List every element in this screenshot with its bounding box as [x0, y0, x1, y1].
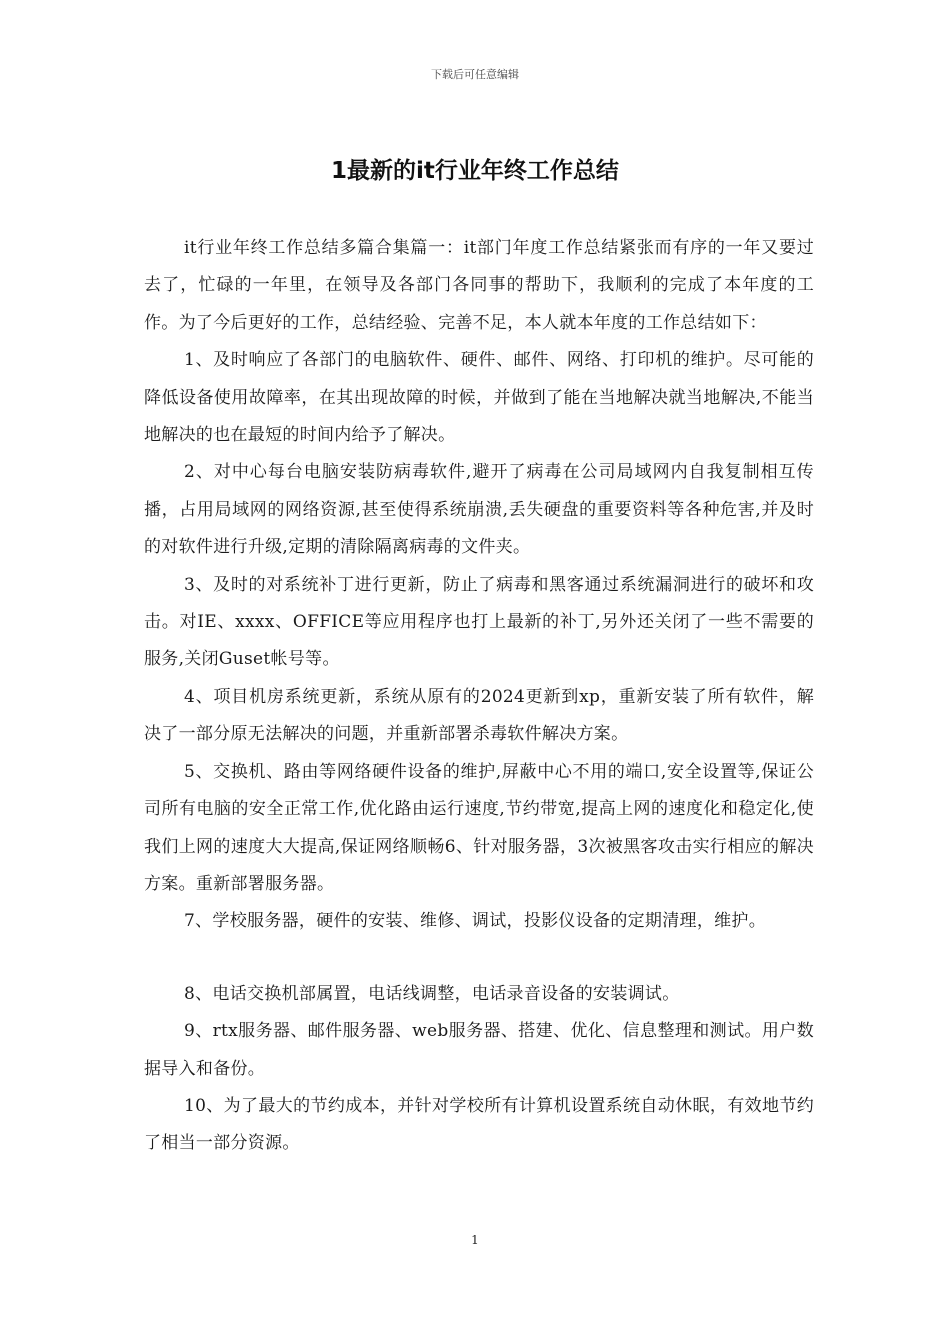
item-paragraph-5: 5、交换机、路由等网络硬件设备的维护,屏蔽中心不用的端口,安全设置等,保证公司所有电脑的安全正常工作,优化路由运行速度,节约带宽,提高上网的速度化和稳定化,使我们上网的速度大大提高,保证网络顺畅6、针对服务器，3次被黑客攻击实行相应的解决方案。重新部署服务器。 — [144, 761, 814, 894]
item-paragraph-9: 9、rtx服务器、邮件服务器、web服务器、搭建、优化、信息整理和测试。用户数据导入和备份。 — [144, 1021, 814, 1079]
page-header-note: 下载后可任意编辑 — [431, 68, 519, 81]
intro-paragraph: it行业年终工作总结多篇合集篇一：it部门年度工作总结紧张而有序的一年又要过去了，忙碌的一年里，在领导及各部门各同事的帮助下，我顺利的完成了本年度的工作。为了今后更好的工作，总结经验、完善不足，本人就本年度的工作总结如下： — [144, 238, 814, 333]
item-paragraph-10: 10、为了最大的节约成本，并针对学校所有计算机设置系统自动休眠，有效地节约了相当一部分资源。 — [144, 1095, 814, 1154]
item-paragraph-4: 4、项目机房系统更新，系统从原有的2024更新到xp，重新安装了所有软件，解决了一部分原无法解决的问题，并重新部署杀毒软件解决方案。 — [144, 686, 814, 745]
item-paragraph-3: 3、及时的对系统补丁进行更新，防止了病毒和黑客通过系统漏洞进行的破坏和攻击。对IE、xxxx、OFFICE等应用程序也打上最新的补丁,另外还关闭了一些不需要的服务,关闭Guset帐号等。 — [144, 574, 814, 670]
document-title: 1最新的it行业年终工作总结 — [331, 158, 619, 184]
page-number: 1 — [471, 1233, 479, 1247]
item-paragraph-8: 8、电话交换机部属置，电话线调整，电话录音设备的安装调试。 — [184, 983, 680, 1004]
item-paragraph-2: 2、对中心每台电脑安装防病毒软件,避开了病毒在公司局域网内自我复制相互传播，占用局域网的网络资源,甚至使得系统崩溃,丢失硬盘的重要资料等各种危害,并及时的对软件进行升级,定期的清除隔离病毒的文件夹。 — [144, 462, 814, 558]
item-paragraph-1: 1、及时响应了各部门的电脑软件、硬件、邮件、网络、打印机的维护。尽可能的降低设备使用故障率，在其出现故障的时候，并做到了能在当地解决就当地解决,不能当地解决的也在最短的时间内给予了解决。 — [144, 350, 814, 446]
document-body — [144, 230, 814, 1163]
item-paragraph-7: 7、学校服务器，硬件的安装、维修、调试，投影仪设备的定期清理，维护。 — [184, 911, 767, 932]
